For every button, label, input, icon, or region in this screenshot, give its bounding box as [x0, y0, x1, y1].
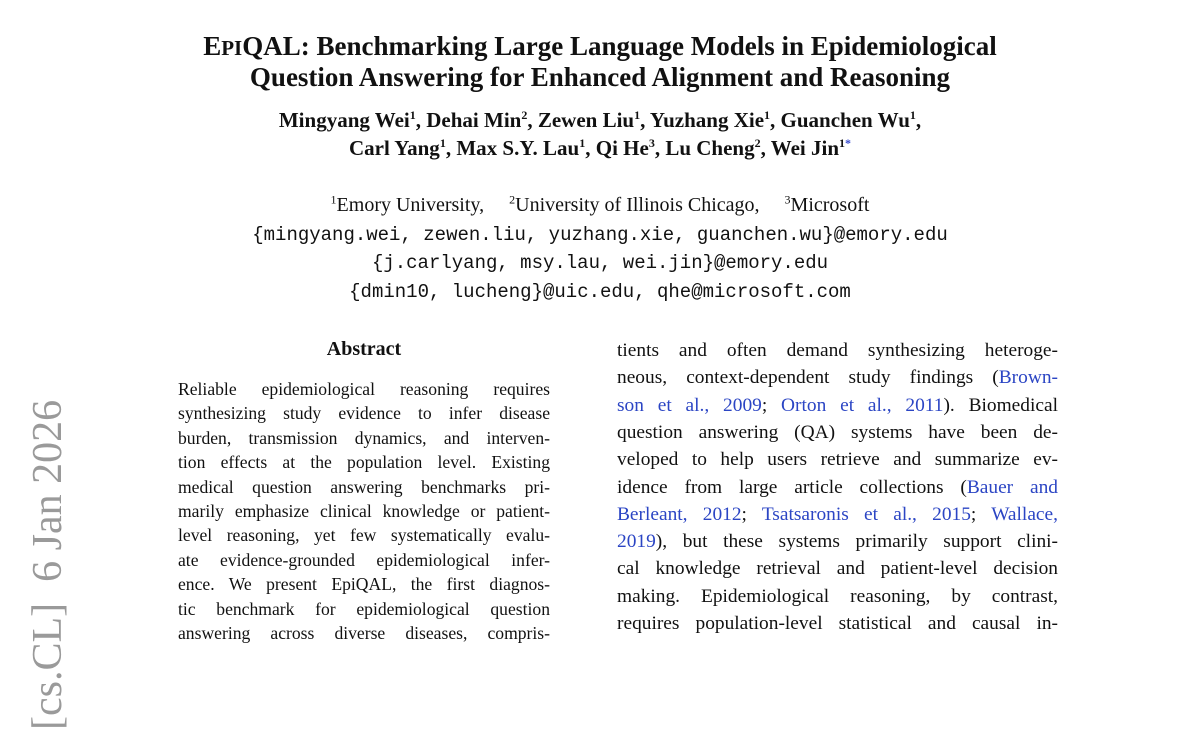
citation-link[interactable]: Bauer and — [966, 476, 1058, 498]
affiliation-mark: 1 — [579, 136, 586, 150]
citation-link[interactable]: Brown- — [998, 367, 1058, 389]
affiliation-mark: 3 — [648, 136, 655, 150]
citation-link[interactable]: Wallace, — [991, 503, 1058, 525]
text-line — [617, 558, 1058, 580]
author-name: Zewen Liu — [537, 108, 635, 132]
text-segment: neous, context-dependent study findings ( — [617, 367, 999, 389]
text-segment: ; — [970, 503, 992, 525]
author-name: Wei Jin — [770, 136, 839, 160]
text-line — [617, 340, 1058, 362]
author-name: Dehai Min — [426, 108, 522, 132]
text-line — [617, 395, 1058, 417]
text-segment: ence. We present EpiQAL, the first diagnos- — [178, 574, 550, 595]
text-segment: veloped to help users retrieve and summarize ev- — [617, 449, 1058, 471]
affiliation-name: Emory University, — [336, 194, 485, 216]
text-line — [617, 367, 1058, 389]
text-line — [178, 501, 550, 522]
text-segment: medical question answering benchmarks pri- — [178, 476, 550, 497]
text-segment: synthesizing study evidence to infer disease — [178, 403, 550, 424]
corresponding-author-mark: * — [845, 136, 851, 150]
author-name: Mingyang Wei — [278, 108, 410, 132]
affiliation-mark: 2 — [509, 192, 516, 207]
text-segment: ; — [761, 394, 782, 416]
citation-link[interactable]: son et al., 2009 — [617, 394, 762, 416]
text-line — [178, 525, 550, 546]
text-line — [617, 422, 1058, 444]
authors-line-2: Carl Yang$^1$, Max S.Y. Lau$^1$, Qi He$^3$, Lu Cheng$^2$, Wei Jin$^{1*}$ — [349, 136, 851, 160]
text-line — [178, 379, 550, 400]
email-line-1: {mingyang.wei, zewen.liu, yuzhang.xie, guanchen.wu}@emory.edu — [252, 224, 948, 246]
arxiv-stamp: [cs.CL] 6 Jan 2026 — [25, 399, 71, 730]
citation-link[interactable]: Tsatsaronis et al., 2015 — [761, 503, 971, 525]
text-line — [178, 550, 550, 571]
affiliation-name: University of Illinois Chicago, — [515, 194, 760, 216]
text-line — [617, 449, 1058, 471]
email-line-2: {j.carlyang, msy.lau, wei.jin}@emory.edu — [371, 252, 829, 274]
affiliations — [0, 194, 1200, 217]
author-name: Guanchen Wu — [780, 108, 910, 132]
affiliation-mark: 1 — [839, 136, 845, 150]
text-segment: Reliable epidemiological reasoning requires — [178, 379, 550, 399]
text-segment: tients and often demand synthesizing heteroge- — [617, 340, 1058, 361]
text-line — [178, 428, 550, 449]
author-name: Qi He — [595, 136, 649, 160]
citation-link[interactable]: Berleant, 2012 — [617, 503, 742, 525]
paper-title-line-1: EPIQAL: Benchmarking Large Language Models in Epidemiological — [203, 31, 997, 61]
text-segment: tion effects at the population level. Existing — [178, 452, 550, 473]
text-segment: marily emphasize clinical knowledge or patient- — [178, 501, 550, 521]
text-segment: question answering (QA) systems have been de- — [617, 421, 1058, 443]
text-line — [617, 477, 1058, 499]
affiliation-mark: 1 — [439, 136, 446, 150]
text-line — [617, 586, 1058, 608]
text-segment: idence from large article collections ( — [617, 476, 967, 498]
text-segment: ), but these systems primarily support clini- — [655, 531, 1058, 553]
text-line — [178, 623, 550, 644]
text-segment: making. Epidemiological reasoning, by contrast, — [617, 585, 1058, 607]
text-segment: cal knowledge retrieval and patient-level decision — [617, 558, 1058, 580]
affiliation-mark: 1 — [909, 108, 916, 122]
text-segment: requires population-level statistical and causal in- — [617, 613, 1058, 634]
affiliation-mark: 2 — [754, 136, 761, 150]
text-line — [178, 477, 550, 498]
author-name: Max S.Y. Lau — [456, 136, 580, 160]
author-name: Lu Cheng — [665, 136, 755, 160]
text-segment: burden, transmission dynamics, and interven- — [178, 427, 550, 448]
text-segment: ; — [741, 503, 762, 525]
text-segment: answering across diverse diseases, compris- — [178, 623, 550, 643]
affiliation-name: Microsoft — [790, 194, 870, 216]
text-segment: ate evidence-grounded epidemiological infer- — [178, 549, 550, 570]
author-name: Yuzhang Xie — [649, 108, 765, 132]
affiliation-mark: 3 — [784, 192, 791, 207]
authors-line-1: Mingyang Wei$^1$, Dehai Min$^2$, Zewen Liu$^1$, Yuzhang Xie$^1$, Guanchen Wu$^1$, — [278, 108, 922, 132]
affiliation-mark: 1 — [330, 192, 337, 207]
affiliation-mark: 1 — [634, 108, 641, 122]
text-line — [617, 531, 1058, 553]
text-line — [178, 452, 550, 473]
abstract-heading: Abstract — [326, 338, 402, 360]
affiliation-mark: 1 — [764, 108, 771, 122]
text-segment: ). Biomedical — [943, 394, 1058, 416]
text-line — [178, 599, 550, 620]
citation-link[interactable]: Orton et al., 2011 — [781, 394, 944, 416]
text-line — [617, 504, 1058, 526]
paper-title-line-2: Question Answering for Enhanced Alignment and Reasoning — [249, 62, 951, 92]
citation-link[interactable]: 2019 — [617, 531, 656, 553]
affiliation-mark: 2 — [521, 108, 528, 122]
text-line — [617, 613, 1058, 635]
text-segment: level reasoning, yet few systematically evalu- — [178, 525, 550, 546]
text-line — [178, 403, 550, 424]
author-name: Carl Yang — [349, 136, 440, 160]
text-line — [178, 574, 550, 595]
email-line-3: {dmin10, lucheng}@uic.edu, qhe@microsoft.com — [349, 281, 851, 303]
affiliation-mark: 1 — [409, 108, 416, 122]
text-segment: tic benchmark for epidemiological question — [178, 598, 550, 619]
